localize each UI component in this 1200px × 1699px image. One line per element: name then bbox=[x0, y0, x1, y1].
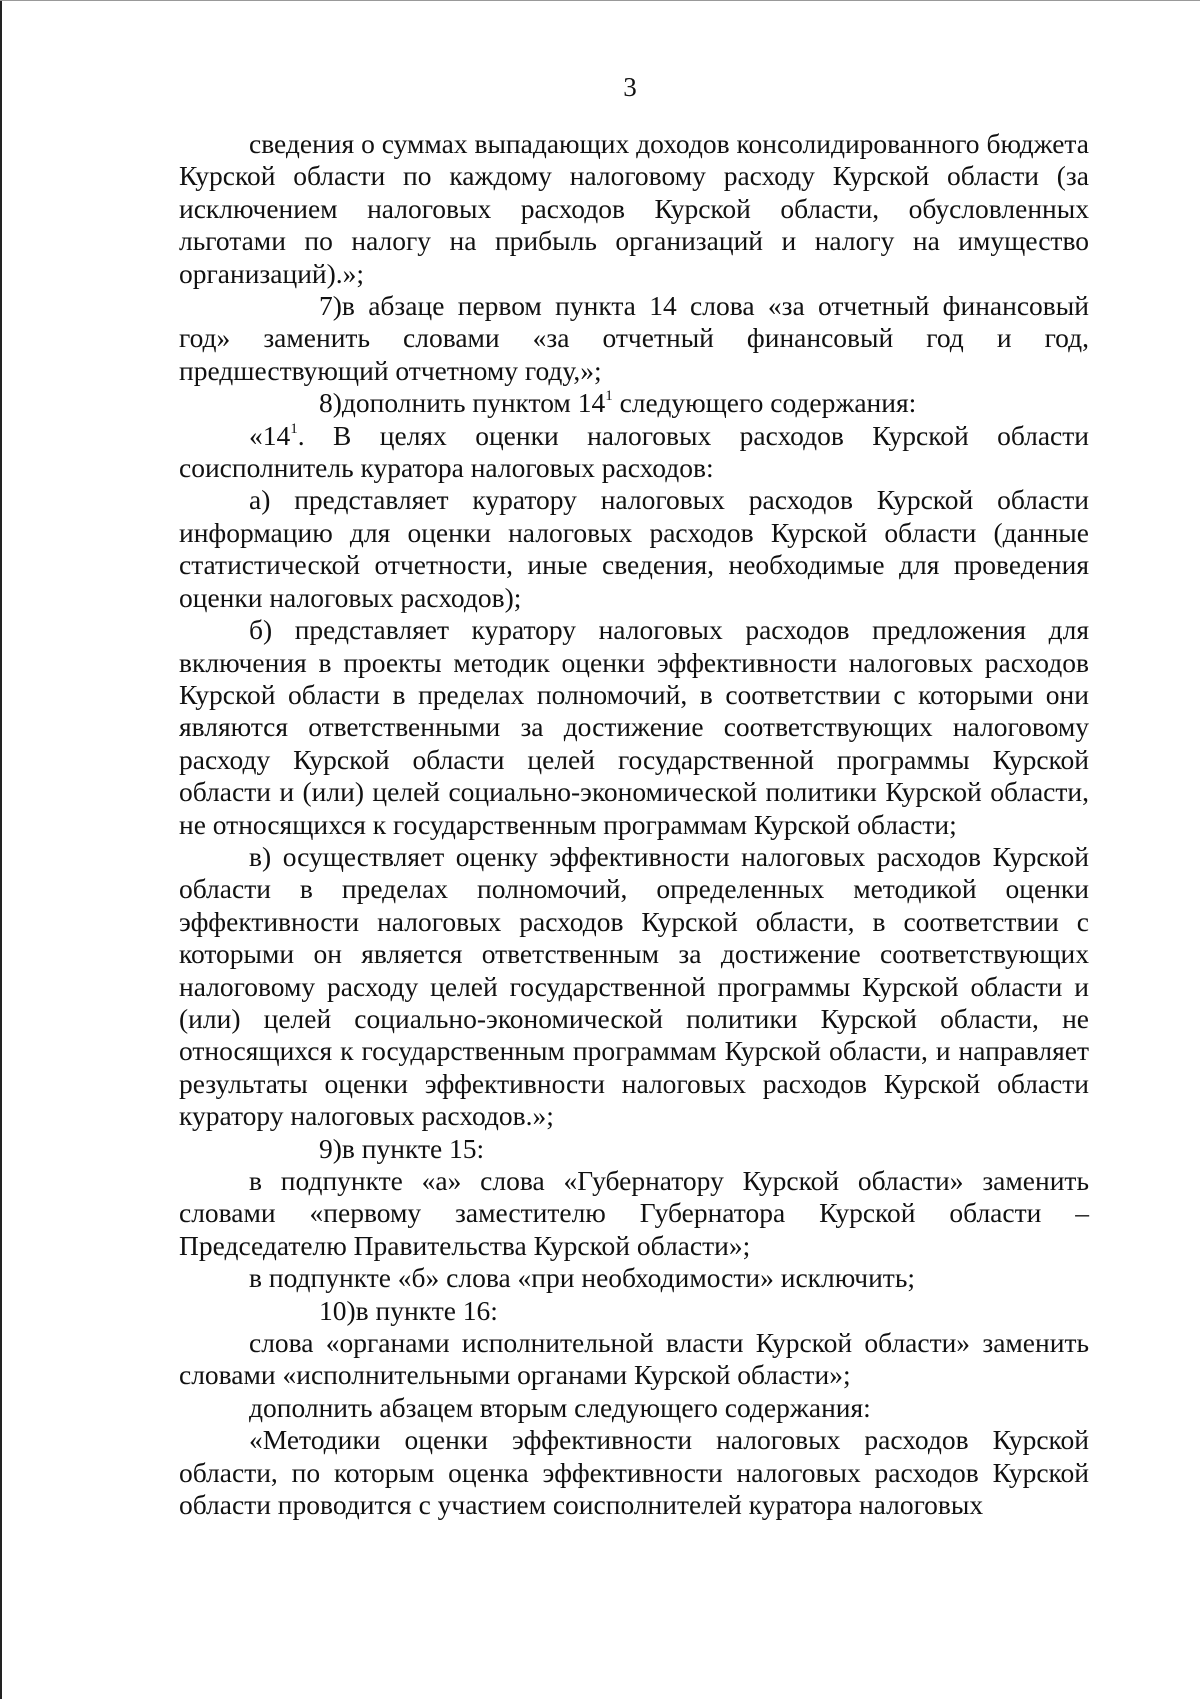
paragraph-subpoint-a: в подпункте «а» слова «Губернатору Курской области» заменить словами «первому заместителю Губернатора Курской области – Председателю Правительства Курской области»; bbox=[179, 1165, 1089, 1261]
paragraph-subitem-a: а) представляет куратору налоговых расходов Курской области информацию для оценки налоговых расходов Курской области (данные статистической отчетности, иные сведения, необходимые для проведения оценки налоговых расходов); bbox=[179, 484, 1089, 613]
scan-edge-left bbox=[0, 0, 2, 1699]
item-text: в пункте 16: bbox=[355, 1294, 498, 1326]
paragraph-item-7 bbox=[179, 290, 1089, 387]
item-number: 7) bbox=[319, 290, 342, 322]
paragraph-subitem-v: в) осуществляет оценку эффективности налоговых расходов Курской области в пределах полномочий, определенных методикой оценки эффективности налоговых расходов Курской области, в соответствии с которыми он является ответственным за достижение соответствующих налоговому расходу целей государственной программы Курской области и (или) целей социально-экономической политики Курской области, не относящихся к государственным программам Курской области, и направляет результаты оценки эффективности налоговых расходов Курской области куратору налоговых расходов.»; bbox=[179, 840, 1089, 1132]
paragraph-replace-words: слова «органами исполнительной власти Курской области» заменить словами «исполнительными органами Курской области»; bbox=[179, 1327, 1089, 1391]
point-label: «14 bbox=[249, 419, 291, 451]
paragraph-subitem-b: б) представляет куратору налоговых расходов предложения для включения в проекты методик оценки эффективности налоговых расходов Курской области в пределах полномочий, в соответствии с которыми они являются ответственными за достижение соответствующих налоговому расходу Курской области целей государственной программы Курской области и (или) целей социально-экономической политики Курской области, не относящихся к государственным программам Курской области; bbox=[179, 614, 1089, 840]
page-number: 3 bbox=[623, 72, 637, 102]
paragraph-add-second: дополнить абзацем вторым следующего содержания: bbox=[249, 1391, 871, 1423]
item-number: 10) bbox=[319, 1294, 356, 1326]
superscript: 1 bbox=[290, 420, 298, 437]
item-text: дополнить пунктом 14 bbox=[341, 387, 606, 419]
superscript: 1 bbox=[605, 388, 613, 405]
paragraph-revenue-info: сведения о суммах выпадающих доходов консолидированного бюджета Курской области по каждому налоговому расходу Курской области (за исключением налоговых расходов Курской области, обусловленных льготами по налогу на прибыль организаций и налогу на имущество организаций).»; bbox=[179, 128, 1089, 289]
scan-edge-top bbox=[0, 0, 1200, 1]
document-body bbox=[179, 128, 1089, 1521]
point-text: . В целях оценки налоговых расходов Курской области соисполнитель куратора налоговых расходов: bbox=[179, 419, 1089, 484]
item-number: 9) bbox=[319, 1132, 342, 1164]
item-text: в пункте 15: bbox=[341, 1132, 485, 1164]
item-text-cont: следующего содержания: bbox=[619, 387, 917, 419]
paragraph-item-9 bbox=[179, 1133, 1089, 1165]
item-number: 8) bbox=[319, 387, 342, 419]
paragraph-subpoint-b: в подпункте «б» слова «при необходимости» исключить; bbox=[249, 1262, 916, 1294]
paragraph-item-8 bbox=[179, 387, 1089, 419]
paragraph-item-10 bbox=[179, 1295, 1089, 1327]
paragraph-point-14-1 bbox=[179, 420, 1089, 485]
paragraph-methods: «Методики оценки эффективности налоговых расходов Курской области, по которым оценка эффективности налоговых расходов Курской области проводится с участием соисполнителей куратора налоговых bbox=[179, 1424, 1089, 1521]
item-text: в абзаце первом пункта 14 слова «за отчетный финансовый год» заменить словами «за отчетный финансовый год и год, предшествующий отчетному году,»; bbox=[179, 290, 1089, 386]
